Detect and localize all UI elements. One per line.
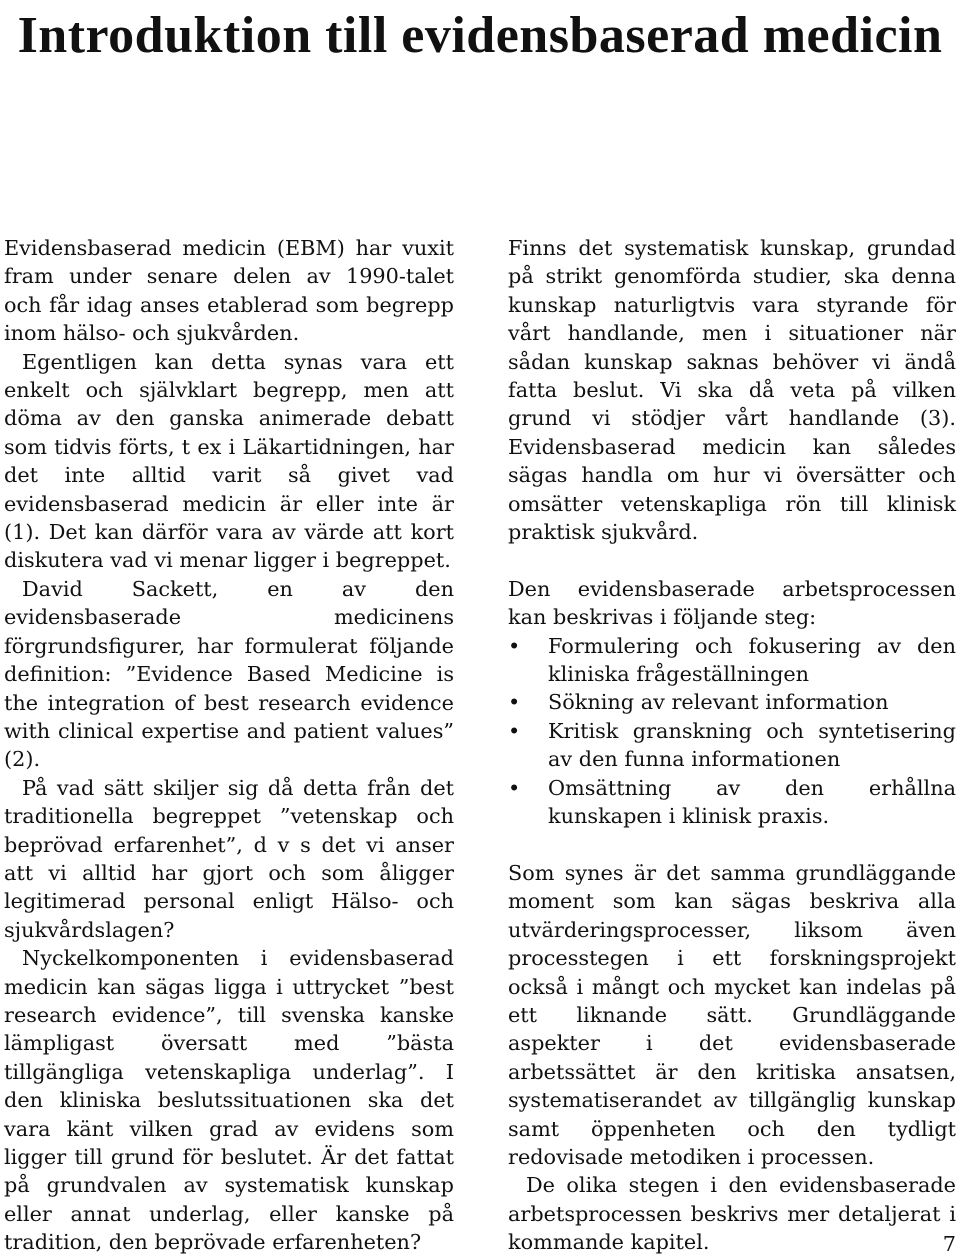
body-paragraph: Egentligen kan detta synas vara ett enkelt och självklart begrepp, men att döma av den ganska animerade debatt som tidvis förts, t ex i Läkartidningen, har det inte alltid varit så givet vad evidensbaserad medicin är eller inte är (1). Det kan därför vara av värde att kort diskutera vad vi menar ligger i begreppet. [4,349,454,573]
list-item-text: Sökning av relevant information [548,690,889,715]
bullet-icon: • [508,690,521,715]
body-paragraph: Den evidensbaserade arbetsprocessen kan beskrivas i följande steg: [508,576,956,630]
list-item [508,774,956,831]
page-number: 7 [942,1232,956,1256]
left-column [4,234,454,1257]
body-paragraph: På vad sätt skiljer sig då detta från det traditionella begreppet ”vetenskap och beprövad erfarenhet”, d v s det vi anser att vi alltid har gjort och som åligger legitimerad personal enligt Hälso- och sjukvårdslagen? [4,775,454,942]
page-title: Introduktion till evidensbaserad medicin [17,7,943,64]
list-item [508,717,956,774]
bullet-icon: • [508,718,521,743]
list-item-text: Formulering och fokusering av den kliniska frågeställningen [548,633,956,687]
list-item-text: Omsättning av den erhållna kunskapen i klinisk praxis. [548,775,956,829]
list-item-text: Kritisk granskning och syntetisering av den funna informationen [548,718,956,772]
process-steps-list [508,632,956,831]
body-paragraph: David Sackett, en av den evidensbaserade medicinens förgrundsfigurer, har formulerat följande definition: ”Evidence Based Medicine is the integration of best research evidence with clinical expertise and patient values” (2). [4,576,454,772]
list-item [508,632,956,689]
right-column [508,234,956,1257]
body-paragraph: Som synes är det samma grundläggande moment som kan sägas beskriva alla utvärderingsprocesser, liksom även processtegen i ett forskningsprojekt också i mångt och mycket kan indelas på ett liknande sätt. Grundläggande aspekter i det evidensbaserade arbetssättet är den kritiska ansatsen, systematiserandet av tillgänglig kunskap samt öppenheten och den tydligt redovisade metodiken i processen. [508,860,956,1169]
list-item [508,688,956,716]
body-paragraph: Nyckelkomponenten i evidensbaserad medicin kan sägas ligga i uttrycket ”best research evidence”, till svenska kanske lämpligast översatt med ”bästa tillgängliga vetenskapliga underlag”. I den kliniska beslutssituationen ska det vara känt vilken grad av evidens som ligger till grund för beslutet. Är det fattat på grundvalen av systematisk kunskap eller annat underlag, eller kanske på tradition, den beprövade erfarenheten? [4,946,454,1255]
body-paragraph: Finns det systematisk kunskap, grundad på strikt genomförda studier, ska denna kunskap naturligtvis vara styrande för vårt handlande, men i situationer när sådan kunskap saknas behöver vi ändå fatta beslut. Vi ska då veta på vilken grund vi stödjer vårt handlande (3). Evidensbaserad medicin kan således sägas handla om hur vi översätter och omsätter vetenskapliga rön till klinisk praktisk sjukvård. [508,236,956,545]
intro-paragraph: Evidensbaserad medicin (EBM) har vuxit fram under senare delen av 1990-talet och får idag anses etablerad som begrepp inom hälso- och sjukvården. [4,236,454,346]
body-paragraph: De olika stegen i den evidensbaserade arbetsprocessen beskrivs mer detaljerat i kommande kapitel. [508,1173,956,1255]
bullet-icon: • [508,775,521,800]
bullet-icon: • [508,633,521,658]
